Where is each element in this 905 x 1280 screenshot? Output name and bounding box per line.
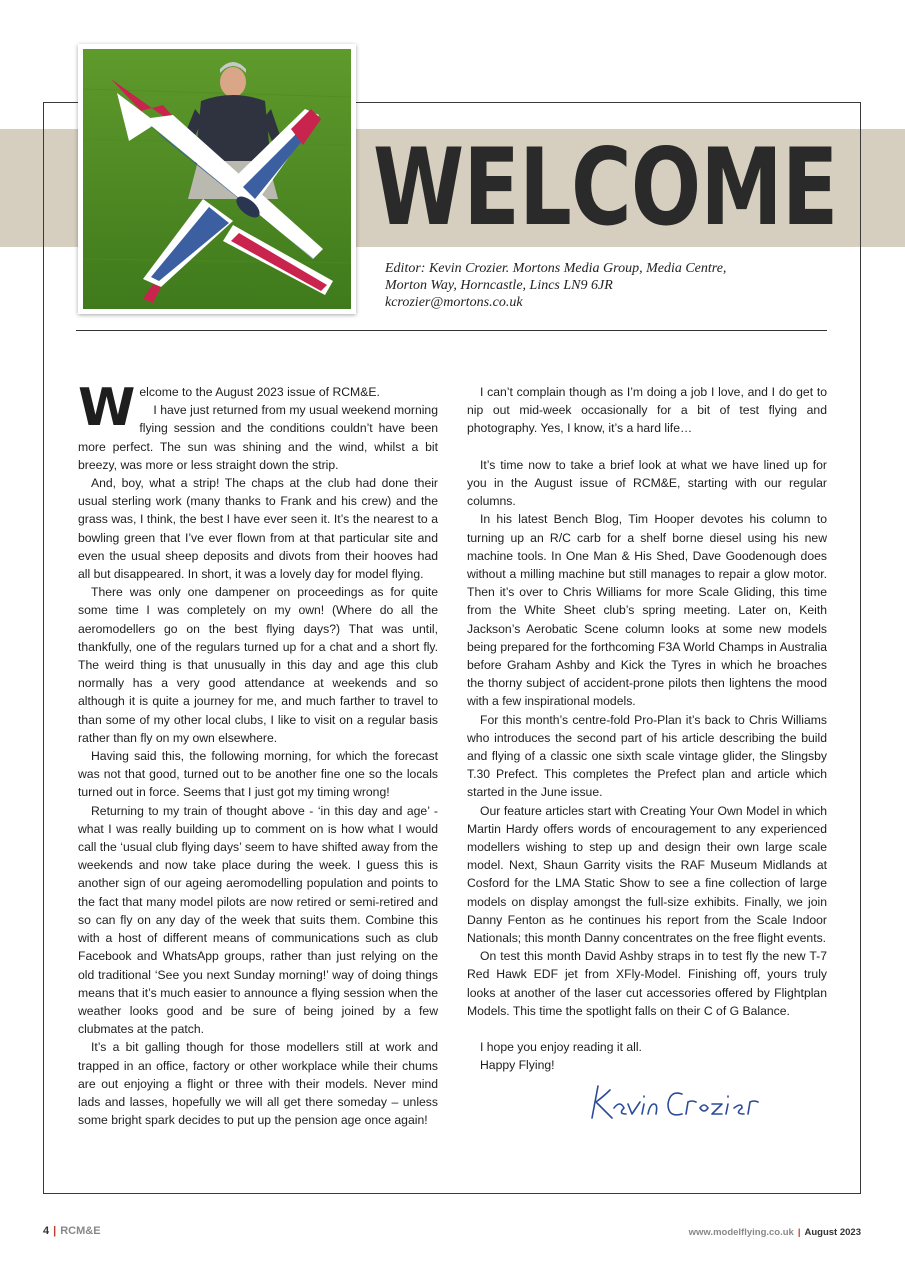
editor-email: kcrozier@mortons.co.uk: [385, 295, 523, 310]
paragraph: It’s a bit galling though for those modellers still at work and trapped in an office, factory or other workplace while their chums are out enjoying a flight or three with their models. Never mind lads and lasses, hopefully we will all get there someday – unless some bright spark decides to put up the pension age once again!: [78, 1040, 438, 1128]
editor-contact: [385, 260, 805, 311]
editor-line-2: Morton Way, Horncastle, Lincs LN9 6JR: [385, 278, 613, 293]
paragraph: For this month’s centre-fold Pro-Plan it’s back to Chris Williams who introduces the second part of his article describing the build and flying of a classic one sixth scale vintage glider, the Slingsby T.30 Prefect. This completes the Prefect plan and article which started in the June issue.: [467, 712, 827, 800]
paragraph: It’s time now to take a brief look at what we have lined up for you in the August issue of RCM&E, starting with our regular columns.: [467, 457, 827, 509]
magazine-name: RCM&E: [60, 1225, 101, 1237]
footer-right: [689, 1227, 861, 1238]
paragraph: I can’t complain though as I’m doing a job I love, and I do get to nip out mid-week occasionally for a bit of test flying and photography. Yes, I know, it’s a hard life…: [467, 385, 827, 436]
article-column-right: [467, 383, 827, 1075]
footer-separator: |: [797, 1227, 801, 1238]
paragraph: Welcome to the August 2023 issue of RCM&E. I have just returned from my usual weekend morning flying session and the conditions couldn’t have been more perfect. The sun was shining and the wind, whilst a bit breezy, was more or less straight down the strip.: [78, 378, 438, 472]
paragraph: On test this month David Ashby straps in to test fly the new T-7 Red Hawk EDF jet from XFly-Model. Finishing off, yours truly looks at another of the laser cut accessories offered by Flightplan Models. This time the spotlight falls on their C of G Balance.: [467, 949, 827, 1018]
editor-with-jet-model-image: [83, 49, 351, 309]
drop-cap: W: [78, 378, 136, 438]
editor-signature: [582, 1068, 792, 1128]
editor-photo: [78, 44, 356, 314]
paragraph: And, boy, what a strip! The chaps at the club had done their usual sterling work (many thanks to Frank and his crew) and the grass was, I think, the best I have ever seen it. It’s the nearest to a bowling green that I’ve ever flown from at that particular site and even the usual sheep deposits and divots from their hooves had all but disappeared. In short, it was a lovely day for model flying.: [78, 476, 438, 582]
editor-line-1: Editor: Kevin Crozier. Mortons Media Group, Media Centre,: [385, 261, 727, 276]
issue-date: August 2023: [804, 1227, 861, 1238]
paragraph: In his latest Bench Blog, Tim Hooper devotes his column to turning up an R/C carb for a shelf borne diesel using his new machine tools. In One Man & His Shed, Dave Goodenough does without a milling machine but still manages to repair a glow motor. Then it’s over to Chris Williams for more Scale Gliding, this time from the White Sheet club’s spring meeting. Later on, Keith Jackson’s Aerobatic Scene column looks at some new models being prepared for the forthcoming F3A World Champs in Australia before Graham Ashby and Kick the Tyres in which he broaches the thorny subject of accident-prone pilots then lightens the mood with a few inspirational models.: [467, 512, 827, 709]
footer-separator: |: [53, 1225, 57, 1237]
page-number: 4: [43, 1225, 50, 1237]
paragraph: Having said this, the following morning, for which the forecast was not that good, turned out to be another fine one so the locals turned out in force. Seems that I just got my timing wrong!: [78, 749, 438, 800]
paragraph: There was only one dampener on proceedings as for quite some time I was completely on my own! (Where do all the aeromodellers go on the best flying days?) That was until, thankfully, one of the regulars turned up for a chat and a short fly. The weird thing is that unusually in this day and age this club normally has a very good attendance at weekends and so although it is quite a journey for me, and much farther to travel to than some of my other local clubs, I like to visit on a regular basis rather than fly on my own elsewhere.: [78, 585, 438, 745]
footer-left: [43, 1225, 101, 1237]
closing-line: I hope you enjoy reading it all.: [480, 1040, 642, 1055]
page-title: WELCOME: [373, 126, 838, 249]
paragraph: Our feature articles start with Creating Your Own Model in which Martin Hardy offers words of encouragement to any experienced modellers wishing to step up and design their own large scale model. Next, Shaun Garrity visits the RAF Museum Midlands at Cosford for the LMA Static Show to see a fine collection of large models on display amongst the full-size exhibits. Finally, we join Danny Fenton as he continues his report from the Scale Indoor Nationals; this month Danny concentrates on the free flight events.: [467, 803, 827, 946]
website-link[interactable]: www.modelflying.co.uk: [688, 1227, 794, 1238]
header-divider: [76, 330, 827, 331]
paragraph: Returning to my train of thought above - ‘in this day and age’ - what I was really building up to comment on is how what I would call the ‘usual club flying days’ seem to have shifted away from the weekends and now take place during the week. I guess this is another sign of our ageing aeromodelling population and points to the fact that many model pilots are now retired or semi-retired and so can fly on any day of the week that suits them. Combine this with a host of different means of communications such as club Facebook and WhatsApp groups, rather than just relying on the old traditional ‘See you next Sunday morning!’ way of doing things means that it’s much easier to announce a flying session when the weather looks good and be sure of being joined by a few clubmates at the patch.: [78, 803, 438, 1037]
article-column-left: [78, 378, 438, 1129]
sign-off: Happy Flying!: [480, 1058, 555, 1073]
